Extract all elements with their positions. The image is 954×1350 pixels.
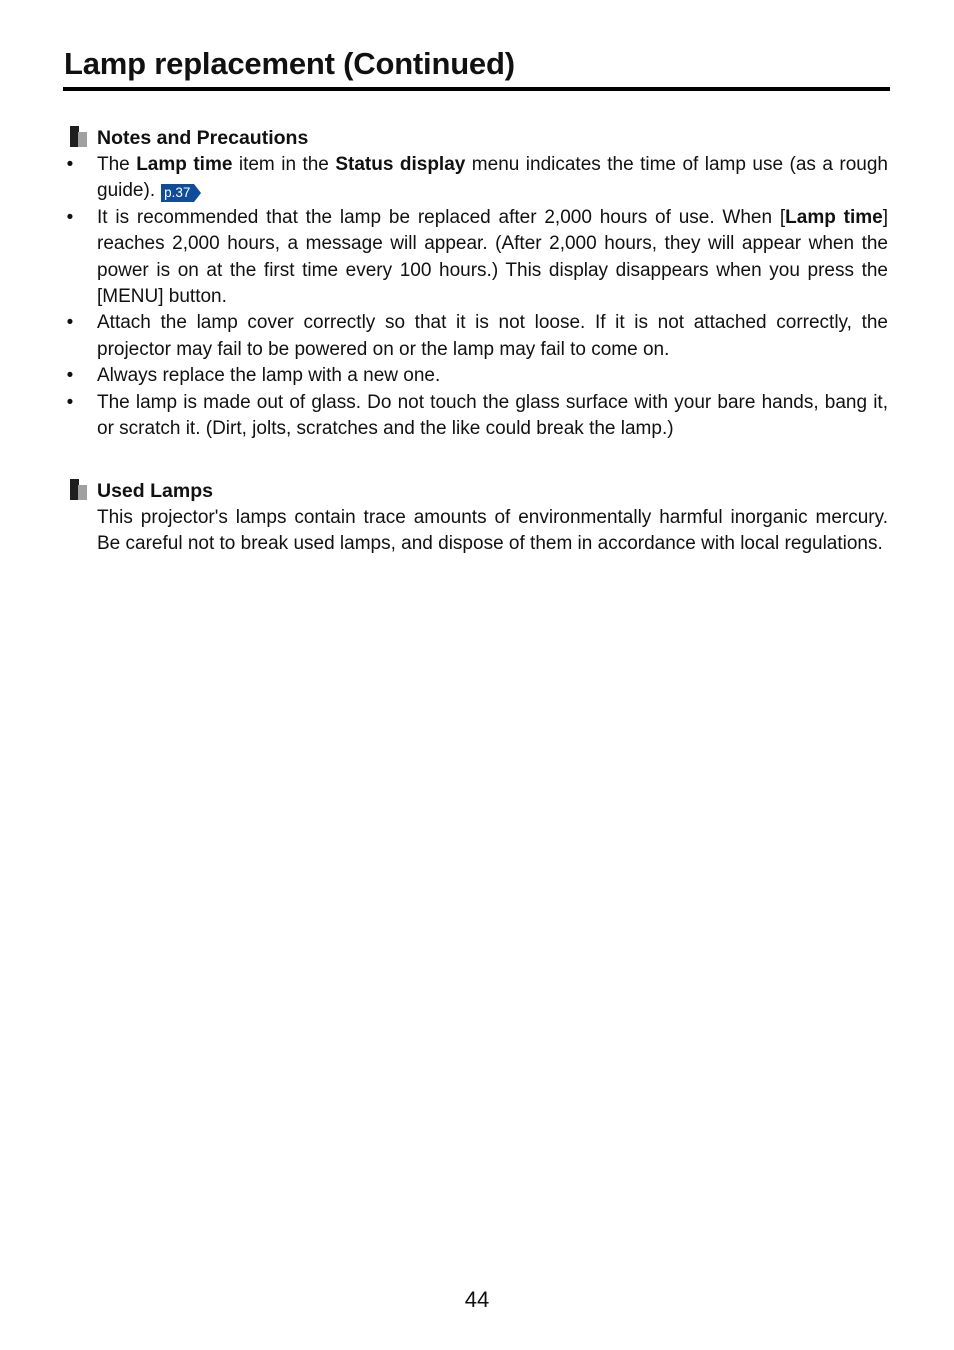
list-item: • The Lamp time item in the Status display menu indicates the time of lamp use (as a rough guide). p.37: [64, 152, 888, 205]
bullet-icon: •: [66, 206, 74, 228]
notes-section: [64, 124, 888, 442]
notes-heading: [64, 124, 888, 152]
page-number: 44: [464, 1287, 490, 1312]
bullet-icon: •: [66, 391, 74, 413]
list-item: • The lamp is made out of glass. Do not touch the glass surface with your bare hands, bang it, or scratch it. (Dirt, jolts, scratches and the like could break the lamp.): [64, 390, 888, 443]
bullet-icon: •: [66, 365, 74, 387]
list-item: • Always replace the lamp with a new one.: [64, 363, 888, 389]
notes-heading-text: Notes and Precautions: [97, 127, 309, 149]
used-lamps-heading-text: Used Lamps: [97, 480, 213, 502]
list-item: • It is recommended that the lamp be replaced after 2,000 hours of use. When [Lamp time] reaches 2,000 hours, a message will appear. (After 2,000 hours, they will appear when the power is on at the first time every 100 hours.) This display disappears when you press the [MENU] button.: [64, 205, 888, 311]
menu-item-name: Lamp time: [136, 154, 233, 175]
page-title: Lamp replacement (Continued): [64, 46, 515, 81]
bullet-icon: •: [66, 154, 74, 175]
section-marker-icon: [70, 126, 88, 148]
list-item: • Attach the lamp cover correctly so that it is not loose. If it is not attached correctly, the projector may fail to be powered on or the lamp may fail to come on.: [64, 310, 888, 363]
used-lamps-heading: [64, 477, 888, 505]
menu-item-name: Lamp time: [785, 206, 883, 228]
notes-list: [64, 152, 888, 442]
page-reference-link[interactable]: p.37: [161, 184, 194, 202]
menu-name: Status display: [335, 154, 466, 175]
bullet-icon: •: [66, 312, 74, 334]
title-rule: [63, 87, 890, 91]
used-lamps-section: [64, 477, 888, 558]
section-marker-icon: [70, 479, 88, 501]
used-lamps-body: This projector's lamps contain trace amounts of environmentally harmful inorganic mercury. Be careful not to break used lamps, and dispose of them in accordance with local regulations.: [97, 507, 888, 555]
